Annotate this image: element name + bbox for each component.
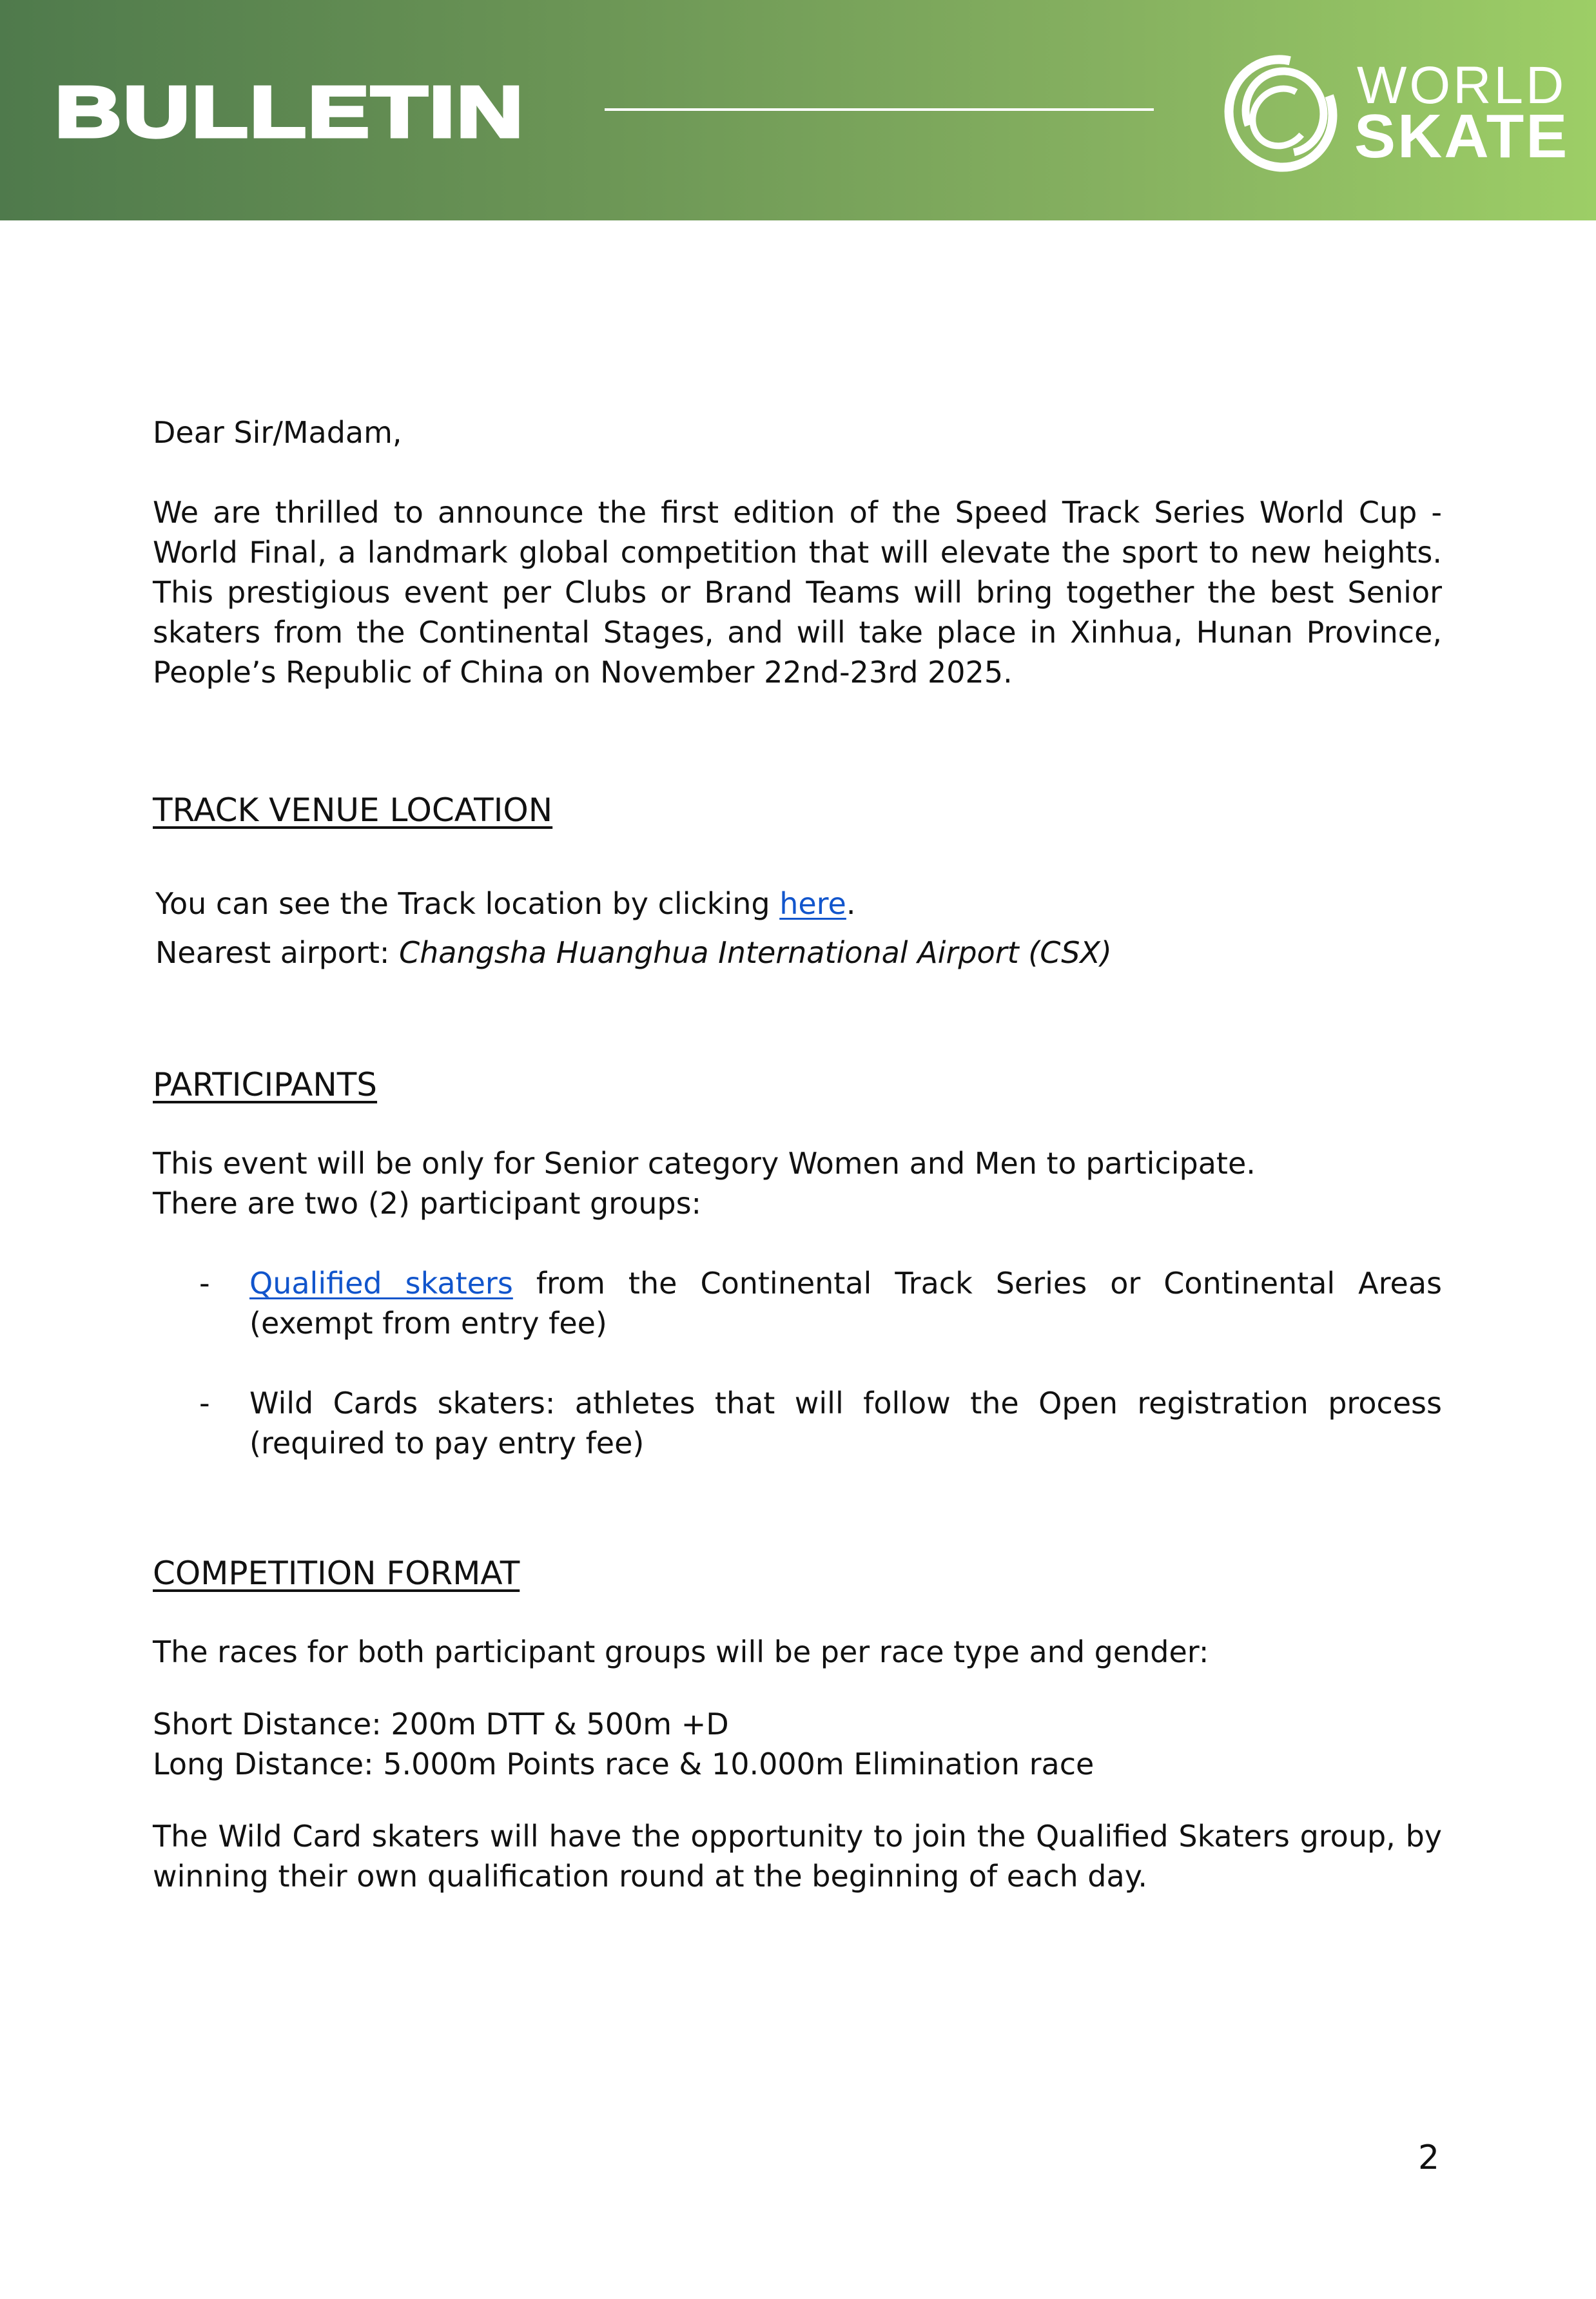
- bulletin-title: BULLETIN: [55, 72, 525, 152]
- logo-text-skate: SKATE: [1354, 102, 1570, 171]
- venue-location-line: [153, 879, 1442, 928]
- long-distance-races: Long Distance: 5.000m Points race & 10.000m Elimination race: [153, 1747, 1095, 1781]
- venue-location-text: You can see the Track location by clicking: [155, 886, 780, 921]
- venue-location-link[interactable]: here: [779, 886, 846, 921]
- bulletin-header: [0, 0, 1596, 220]
- wildcard-skaters-description: Wild Cards skaters: athletes that will follow the Open registration process (required to pay entry fee): [249, 1386, 1442, 1460]
- intro-paragraph: We are thrilled to announce the first edition of the Speed Track Series World Cup - World Final, a landmark global competition that will elevate the sport to new heights. This prestigious event per Clubs or Brand Teams will bring together the best Senior skaters from the Continental Stages, and will take place in Xinhua, Hunan Province, People’s Republic of China on November 22nd-23rd 2025.: [153, 495, 1442, 690]
- swirl-logo-icon: [1221, 50, 1350, 173]
- header-divider: [605, 108, 1154, 111]
- logo-text-world: WORLD: [1357, 56, 1567, 115]
- bullet-dash: -: [199, 1386, 210, 1421]
- short-distance-races: Short Distance: 200m DTT & 500m +D: [153, 1707, 729, 1741]
- world-skate-logo: [1221, 50, 1570, 173]
- section-heading-participants: PARTICIPANTS: [153, 1066, 378, 1103]
- section-heading-format: COMPETITION FORMAT: [153, 1555, 520, 1592]
- nearest-airport-line: [153, 928, 1442, 977]
- participant-group-qualified: [153, 1263, 1442, 1343]
- participant-group-text: [249, 1263, 1442, 1343]
- document-body: [153, 412, 1442, 1896]
- format-intro: The races for both participant groups will be per race type and gender:: [153, 1635, 1209, 1669]
- qualified-skaters-description: from the Continental Track Series or Continental Areas (exempt from entry fee): [249, 1266, 1443, 1341]
- section-heading-venue: TRACK VENUE LOCATION: [153, 791, 553, 829]
- airport-label: Nearest airport:: [155, 935, 400, 970]
- participants-line-2: There are two (2) participant groups:: [153, 1186, 702, 1221]
- airport-name: Changsha Huanghua International Airport (CSX): [399, 935, 1112, 970]
- page-number: 2: [1418, 2139, 1440, 2177]
- qualified-skaters-link[interactable]: Qualified skaters: [249, 1266, 513, 1301]
- participant-group-wildcard: [153, 1383, 1442, 1463]
- salutation: Dear Sir/Madam,: [153, 415, 402, 450]
- venue-location-suffix: .: [846, 886, 856, 921]
- wildcard-note: The Wild Card skaters will have the opportunity to join the Qualified Skaters group, by winning their own qualification round at the beginning of each day.: [153, 1819, 1442, 1894]
- participants-line-1: This event will be only for Senior category Women and Men to participate.: [153, 1146, 1256, 1181]
- bullet-dash: -: [199, 1266, 210, 1301]
